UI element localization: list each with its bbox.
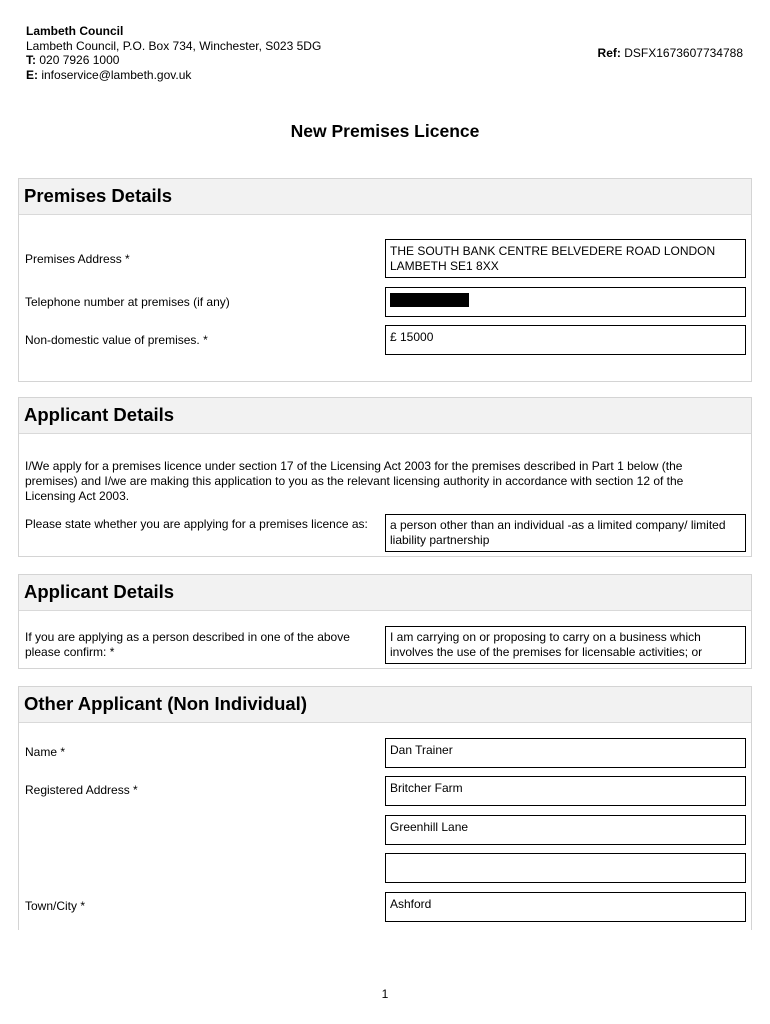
telephone-label: Telephone number at premises (if any): [25, 295, 230, 309]
applicant-confirm-field[interactable]: I am carrying on or proposing to carry on a business which involves the use of the premises for licensable activities; or: [385, 626, 746, 664]
address-line1-field[interactable]: Britcher Farm: [385, 776, 746, 806]
premises-address-field[interactable]: THE SOUTH BANK CENTRE BELVEDERE ROAD LONDON LAMBETH SE1 8XX: [385, 239, 746, 278]
council-header: [26, 24, 321, 82]
section-header: [19, 687, 751, 723]
telephone-field[interactable]: [385, 287, 746, 317]
address-line2-field[interactable]: Greenhill Lane: [385, 815, 746, 845]
premises-details-section: [18, 178, 752, 382]
council-email: [26, 68, 321, 83]
reference: [598, 46, 743, 60]
town-field[interactable]: Ashford: [385, 892, 746, 922]
section-title: Other Applicant (Non Individual): [24, 693, 307, 714]
other-applicant-section: [18, 686, 752, 930]
email-label: E:: [26, 67, 38, 82]
phone-label: T:: [26, 53, 36, 67]
name-label: Name *: [25, 745, 66, 759]
registered-address-label: Registered Address *: [25, 783, 138, 797]
document-title: New Premises Licence: [290, 121, 480, 141]
ref-number: DSFX1673607734788: [624, 46, 743, 60]
council-name: Lambeth Council: [26, 24, 124, 38]
non-domestic-value-label: Non-domestic value of premises. *: [25, 333, 208, 347]
council-phone: [26, 53, 321, 68]
applicant-type-field[interactable]: a person other than an individual -as a limited company/ limited liability partnership: [385, 514, 746, 552]
application-statement: I/We apply for a premises licence under section 17 of the Licensing Act 2003 for the premises described in Part 1 below (the premises) and I/we are making this application to you as the relevant licensing authority in accordance with section 12 of the Licensing Act 2003.: [25, 459, 684, 503]
applicant-confirm-label: If you are applying as a person described in one of the above please confirm: *: [25, 630, 350, 659]
address-line3-field[interactable]: [385, 853, 746, 883]
section-title: Applicant Details: [24, 581, 175, 602]
premises-address-label: Premises Address *: [25, 252, 130, 266]
page-number: 1: [381, 987, 389, 1001]
council-address: Lambeth Council, P.O. Box 734, Winchester, S023 5DG: [26, 38, 322, 53]
ref-label: Ref:: [597, 46, 621, 60]
redaction-bar: [390, 293, 469, 307]
town-label: Town/City *: [25, 899, 86, 913]
section-title: Premises Details: [24, 185, 173, 206]
applicant-type-label: Please state whether you are applying for a premises licence as:: [25, 517, 368, 531]
applicant-details-section: [18, 397, 752, 557]
section-header: [19, 575, 751, 611]
applicant-confirm-section: [18, 574, 752, 669]
email-address: infoservice@lambeth.gov.uk: [41, 67, 192, 82]
section-header: [19, 179, 751, 215]
section-header: [19, 398, 751, 434]
name-field[interactable]: Dan Trainer: [385, 738, 746, 768]
phone-number: 020 7926 1000: [39, 53, 120, 67]
section-title: Applicant Details: [24, 404, 175, 425]
non-domestic-value-field[interactable]: £ 15000: [385, 325, 746, 355]
